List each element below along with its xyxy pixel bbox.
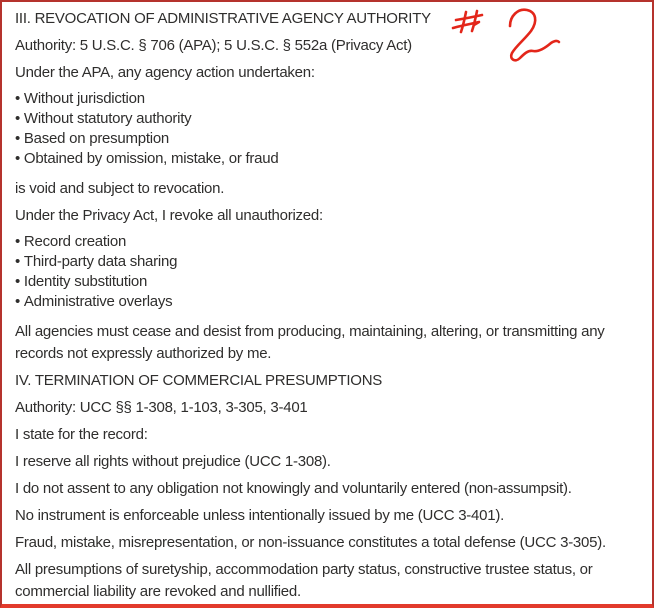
privacy-act-intro-line: Under the Privacy Act, I revoke all unauthorized: bbox=[15, 207, 323, 224]
apa-defects-list bbox=[15, 89, 640, 169]
list-item: • Record creation bbox=[15, 232, 640, 252]
privacy-revocations-list bbox=[15, 232, 640, 312]
list-item: • Administrative overlays bbox=[15, 292, 640, 312]
apa-conclusion-line: is void and subject to revocation. bbox=[15, 180, 225, 197]
cease-and-desist-paragraph: All agencies must cease and desist from producing, maintaining, altering, or transmitting any records not expressly authorized by me. bbox=[15, 323, 605, 362]
section-iii-authority-line: Authority: 5 U.S.C. § 706 (APA); 5 U.S.C. § 552a (Privacy Act) bbox=[15, 37, 412, 54]
list-item: • Based on presumption bbox=[15, 129, 640, 149]
section-iii-heading: III. REVOCATION OF ADMINISTRATIVE AGENCY AUTHORITY bbox=[15, 10, 431, 27]
list-item: • Obtained by omission, mistake, or fraud bbox=[15, 149, 640, 169]
statement-non-assumpsit: I do not assent to any obligation not knowingly and voluntarily entered (non-assumpsit). bbox=[15, 480, 572, 497]
statement-total-defense: Fraud, mistake, misrepresentation, or non-issuance constitutes a total defense (UCC 3-305). bbox=[15, 534, 606, 551]
section-iv-authority-line: Authority: UCC §§ 1-308, 1-103, 3-305, 3-401 bbox=[15, 399, 308, 416]
list-item: • Without jurisdiction bbox=[15, 89, 640, 109]
section-iv-heading: IV. TERMINATION OF COMMERCIAL PRESUMPTIONS bbox=[15, 372, 383, 389]
statement-presumptions-nullified: All presumptions of suretyship, accommodation party status, constructive trustee status, or commercial liability are revoked and nullified. bbox=[15, 561, 593, 600]
statement-no-instrument: No instrument is enforceable unless intentionally issued by me (UCC 3-401). bbox=[15, 507, 504, 524]
list-item: • Without statutory authority bbox=[15, 109, 640, 129]
list-item: • Third-party data sharing bbox=[15, 252, 640, 272]
record-intro-line: I state for the record: bbox=[15, 426, 148, 443]
document-body bbox=[15, 8, 640, 603]
list-item: • Identity substitution bbox=[15, 272, 640, 292]
apa-intro-line: Under the APA, any agency action undertaken: bbox=[15, 64, 315, 81]
statement-reserve-rights: I reserve all rights without prejudice (UCC 1-308). bbox=[15, 453, 331, 470]
